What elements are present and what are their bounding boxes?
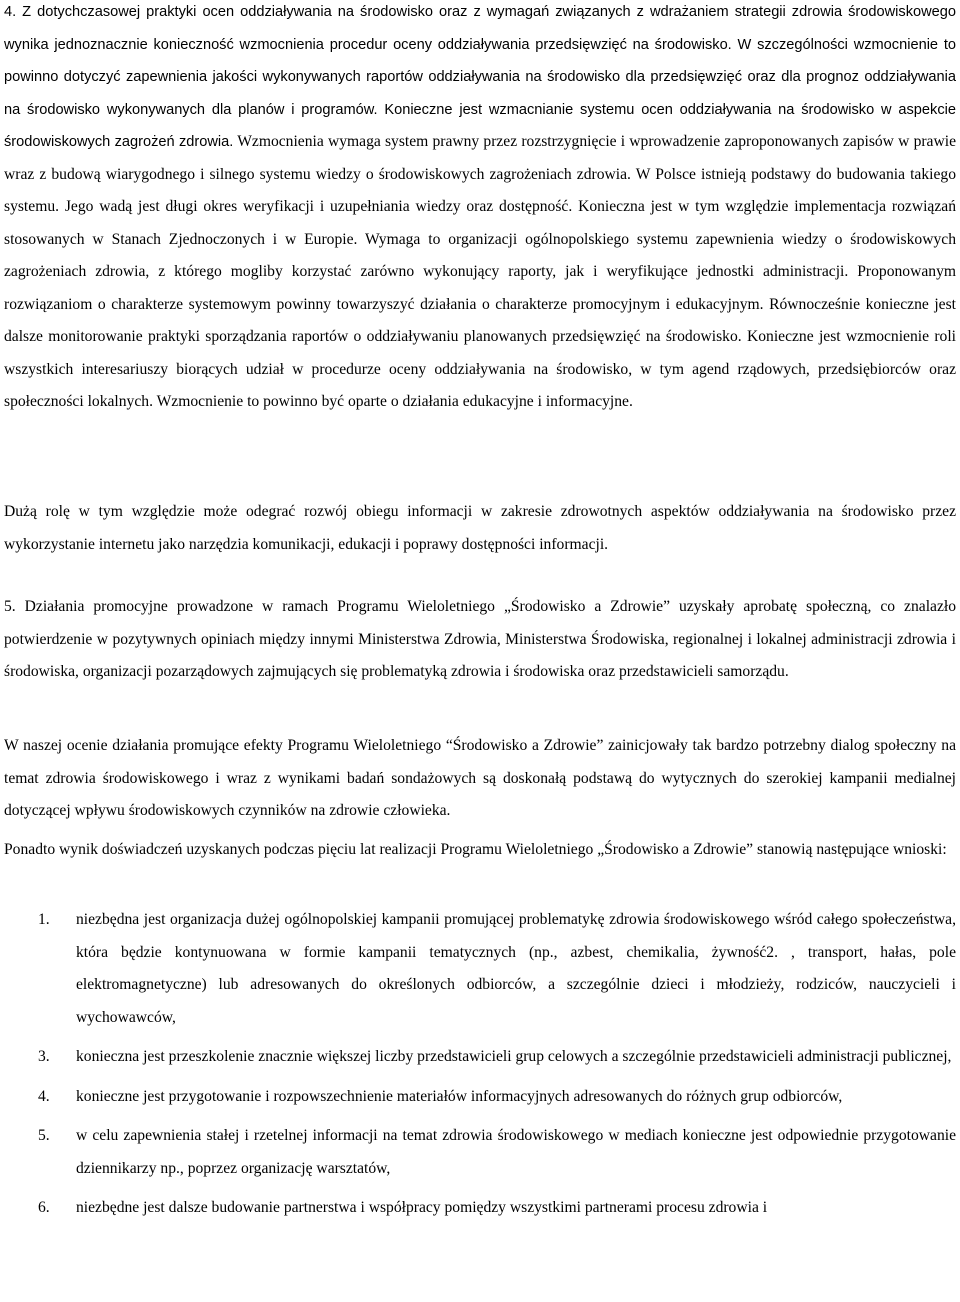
- list-item-number: 4.: [38, 1087, 50, 1105]
- paragraph-serif-segment: Wzmocnienia wymaga system prawny przez rozstrzygnięcie i wprowadzenie zaproponowanych zapisów w prawie wraz z budową wiarygodnego i silnego systemu wiedzy o środowiskowych zagrożeniach zdrowia. W Polsce istnieją podstawy do budowania takiego systemu. Jego wadą jest długi okres weryfikacji i uzupełniania wiedzy oraz dostępność. Konieczna jest w tym względzie implementacja rozwiązań stosowanych w Stanach Zjednoczonych i w Europie. Wymaga to organizacji ogólnopolskiego systemu zapewnienia wiedzy o środowiskowych zagrożeniach zdrowia, z którego mogliby korzystać zarówno wykonujący raporty, jak i weryfikujące jednostki administracji. Proponowanym rozwiązaniom o charakterze systemowym powinny towarzyszyć działania o charakterze promocyjnym i edukacyjnym. Równocześnie konieczne jest dalsze monitorowanie praktyki sporządzania raportów o oddziaływaniu planowanych przedsięwzięć na środowisko. Konieczne jest wzmocnienie roli wszystkich interesariuszy biorących udział w procedurze oceny oddziaływania na środowisko, w tym agend rządowych, przedsiębiorców oraz społeczności lokalnych. Wzmocnienie to powinno być oparte o działania edukacyjne i informacyjne.: [4, 133, 956, 410]
- list-item-text: niezbędna jest organizacja dużej ogólnopolskiej kampanii promującej problematykę zdrowia środowiskowego wśród całego społeczeństwa, która będzie kontynuowana w formie kampanii tematycznych (np., azbest, chemikalia, żywność2. , transport, hałas, pole elektromagnetyczne) lub adresowanych do określonych odbiorców, a szczególnie dzieci i młodzieży, rodziców, nauczycieli i wychowawców,: [76, 911, 956, 1026]
- list-item-number: 5.: [38, 1127, 50, 1144]
- list-item-text: w celu zapewnienia stałej i rzetelnej informacji na temat zdrowia środowiskowego w mediach konieczne jest odpowiednie przygotowanie dziennikarzy np., poprzez organizację warsztatów,: [76, 1127, 956, 1177]
- list-item-text: niezbędne jest dalsze budowanie partnerstwa i współpracy pomiędzy wszystkimi partnerami procesu zdrowia i: [76, 1199, 768, 1216]
- list-item: [4, 904, 956, 1034]
- list-item: [4, 1120, 956, 1185]
- list-item: [4, 1081, 956, 1114]
- list-item-text: konieczne jest przygotowanie i rozpowszechnienie materiałów informacyjnych adresowanych do różnych grup odbiorców,: [76, 1087, 843, 1105]
- list-item: [4, 1041, 956, 1074]
- list-item: [4, 1192, 956, 1225]
- paragraph-environmental-assessment: [4, 0, 956, 419]
- list-item-text: konieczna jest przeszkolenie znacznie większej liczby przedstawicieli grup celowych a szczególnie przedstawicieli administracji publicznej,: [76, 1048, 952, 1065]
- list-item-number: 1.: [38, 911, 50, 928]
- paragraph-promotional-activities: 5. Działania promocyjne prowadzone w ramach Programu Wieloletniego „Środowisko a Zdrowie” uzyskały aprobatę społeczną, co znalazło potwierdzenie w pozytywnych opiniach między innymi Ministerstwa Zdrowia, Ministerstwa Środowiska, regionalnej i lokalnej administracji zdrowia i środowiska, organizacji pozarządowych zajmujących się problematyką zdrowia i środowiska oraz przedstawicieli samorządu.: [4, 598, 956, 680]
- list-item-number: 3.: [38, 1048, 50, 1065]
- paragraph-program-assessment: W naszej ocenie działania promujące efekty Programu Wieloletniego “Środowisko a Zdrowie” zainicjowały tak bardzo potrzebny dialog społeczny na temat zdrowia środowiskowego i wraz z wynikami badań sondażowych są doskonałą podstawą do wytycznych do szerokiej kampanii medialnej dotyczącej wpływu środowiskowych czynników na zdrowie człowieka.: [4, 737, 956, 819]
- list-item-number: 6.: [38, 1199, 50, 1216]
- paragraph-information-flow: Dużą rolę w tym względzie może odegrać rozwój obiegu informacji w zakresie zdrowotnych aspektów oddziaływania na środowisko przez wykorzystanie internetu jako narzędzia komunikacji, edukacji i poprawy dostępności informacji.: [4, 503, 956, 553]
- conclusions-list: [4, 904, 956, 1232]
- paragraph-conclusions-intro: Ponadto wynik doświadczeń uzyskanych podczas pięciu lat realizacji Programu Wieloletniego „Środowisko a Zdrowie” stanowią następujące wnioski:: [4, 841, 947, 858]
- paragraph-sans-segment: 4. Z dotychczasowej praktyki ocen oddziaływania na środowisko oraz z wymagań związanych z wdrażaniem strategii zdrowia środowiskowego wynika jednoznacznie konieczność wzmocnienia procedur oceny oddziaływania przedsięwzięć na środowisko. W szczególności wzmocnienie to powinno dotyczyć zapewnienia jakości wykonywanych raportów oddziaływania na środowisko dla przedsięwzięć oraz dla prognoz oddziaływania na środowisko wykonywanych dla planów i programów. Konieczne jest wzmacnianie systemu ocen oddziaływania na środowisko w aspekcie środowiskowych zagrożeń zdrowia.: [4, 4, 956, 150]
